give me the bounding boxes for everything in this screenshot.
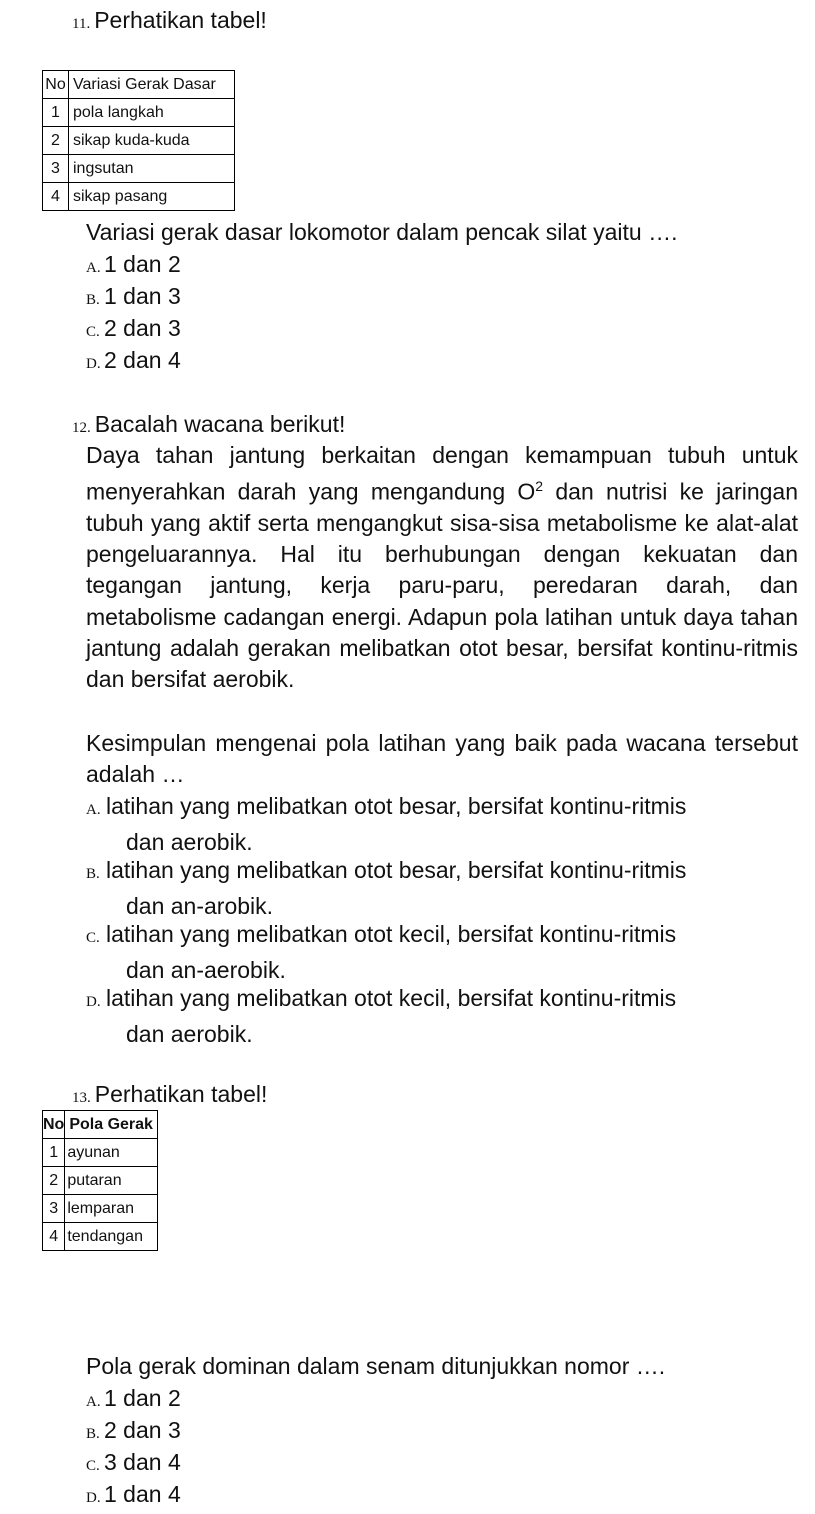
table-cell: 2 xyxy=(43,127,69,155)
table-row xyxy=(43,1195,158,1223)
table-row xyxy=(43,1167,158,1195)
table-cell: ingsutan xyxy=(69,155,235,183)
table-cell: pola langkah xyxy=(69,99,235,127)
option-c[interactable]: C. 2 dan 3 xyxy=(86,315,181,341)
option-a[interactable]: A. latihan yang melibatkan otot besar, bersifat kontinu-ritmis dan aerobik. xyxy=(86,793,687,855)
table-row xyxy=(43,1139,158,1167)
table-row xyxy=(43,99,235,127)
option-c[interactable]: C. latihan yang melibatkan otot kecil, bersifat kontinu-ritmis dan an-aerobik. xyxy=(86,921,677,983)
option-b[interactable]: B. 1 dan 3 xyxy=(86,283,181,309)
table-cell: ayunan xyxy=(65,1139,158,1167)
option-d[interactable]: D. 1 dan 4 xyxy=(86,1481,181,1507)
question-number: 12. xyxy=(72,420,91,436)
table-cell: lemparan xyxy=(65,1195,158,1223)
question-12-stem: Kesimpulan mengenai pola latihan yang baik pada wacana tersebut adalah … xyxy=(86,730,798,788)
table-cell: putaran xyxy=(65,1167,158,1195)
option-a[interactable]: A. 1 dan 2 xyxy=(86,1385,181,1411)
table-cell: sikap kuda-kuda xyxy=(69,127,235,155)
question-12-title: 12. Bacalah wacana berikut! xyxy=(72,411,346,437)
table-row xyxy=(43,155,235,183)
question-13-title: 13. Perhatikan tabel! xyxy=(72,1081,268,1107)
table-cell: tendangan xyxy=(65,1223,158,1251)
table-cell: 1 xyxy=(43,1139,65,1167)
reading-passage: Daya tahan jantung berkaitan dengan kemampuan tubuh untuk menyerahkan darah yang mengandung $O^2$ dan nutrisi ke jaringan tubuh yang aktif serta mengangkut sisa-sisa metabolisme ke alat-alat pengeluarannya. Hal itu berhubungan dengan kekuatan dan tegangan jantung, kerja paru-paru, peredaran darah, dan metabolisme cadangan energi. Adapun pola latihan untuk daya tahan jantung adalah gerakan melibatkan otot besar, bersifat kontinu-ritmis dan bersifat aerobik. xyxy=(86,442,799,693)
table-pola-gerak xyxy=(42,1110,158,1251)
table-header-cell: No xyxy=(43,71,69,99)
table-cell: 3 xyxy=(43,1195,65,1223)
option-d[interactable]: D. latihan yang melibatkan otot kecil, bersifat kontinu-ritmis dan aerobik. xyxy=(86,985,677,1047)
table-variasi-gerak xyxy=(42,70,235,211)
question-13-stem: Pola gerak dominan dalam senam ditunjukkan nomor …. xyxy=(86,1353,666,1379)
question-number: 11. xyxy=(72,16,91,32)
option-b[interactable]: B. 2 dan 3 xyxy=(86,1417,181,1443)
question-number: 13. xyxy=(72,1090,91,1106)
table-row xyxy=(43,1223,158,1251)
table-cell: 3 xyxy=(43,155,69,183)
option-a[interactable]: A. 1 dan 2 xyxy=(86,251,181,277)
table-row xyxy=(43,183,235,211)
table-header-cell: Pola Gerak xyxy=(65,1111,158,1139)
table-header-row xyxy=(43,1111,158,1139)
question-11-stem: Variasi gerak dasar lokomotor dalam pencak silat yaitu …. xyxy=(86,219,678,245)
option-b[interactable]: B. latihan yang melibatkan otot besar, bersifat kontinu-ritmis dan an-arobik. xyxy=(86,857,687,919)
table-cell: 4 xyxy=(43,1223,65,1251)
table-cell: 1 xyxy=(43,99,69,127)
table-header-row xyxy=(43,71,235,99)
table-cell: 4 xyxy=(43,183,69,211)
option-c[interactable]: C. 3 dan 4 xyxy=(86,1449,181,1475)
table-header-cell: Variasi Gerak Dasar xyxy=(69,71,235,99)
table-header-cell: No xyxy=(43,1111,65,1139)
table-cell: 2 xyxy=(43,1167,65,1195)
table-cell: sikap pasang xyxy=(69,183,235,211)
option-d[interactable]: D. 2 dan 4 xyxy=(86,347,181,373)
question-11-title: 11. Perhatikan tabel! xyxy=(72,7,267,33)
table-row xyxy=(43,127,235,155)
